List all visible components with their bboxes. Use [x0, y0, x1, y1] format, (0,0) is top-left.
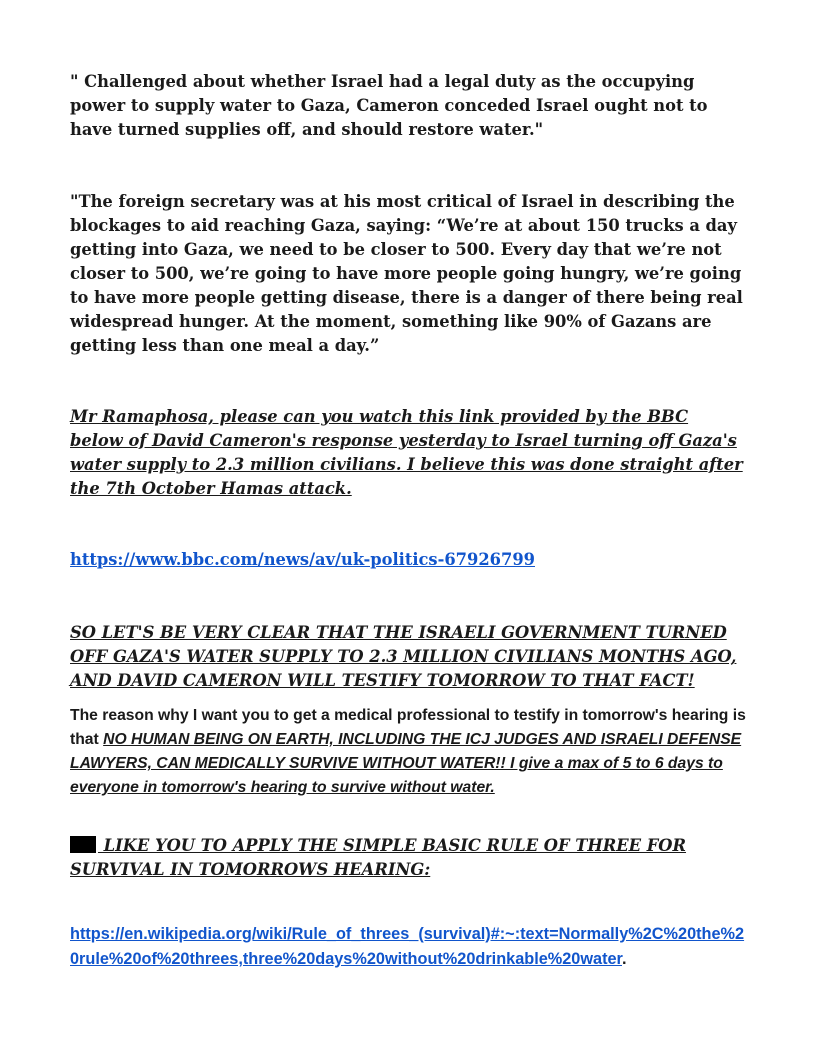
quote-water-duty: " Challenged about whether Israel had a legal duty as the occupying power to supply water to Gaza, Cameron conceded Israel ought not to have turned supplies off, and should restore water." — [70, 72, 708, 139]
bbc-link-paragraph — [70, 548, 535, 572]
reason-paragraph — [70, 704, 746, 800]
rule-of-three-text: LIKE YOU TO APPLY THE SIMPLE BASIC RULE OF THREE FOR SURVIVAL IN TOMORROWS HEARING: — [70, 836, 687, 879]
reason-emphasis: NO HUMAN BEING ON EARTH, INCLUDING THE ICJ JUDGES AND ISRAELI DEFENSE LAWYERS, CAN MEDICALLY SURVIVE WITHOUT WATER!! I give a max of 5 to 6 days to everyone in tomorrow's hearing to survive without water. — [70, 731, 742, 796]
rule-of-three-heading — [70, 834, 746, 882]
bbc-link[interactable]: https://www.bbc.com/news/av/uk-politics-67926799 — [70, 550, 535, 569]
quote-foreign-secretary: "The foreign secretary was at his most critical of Israel in describing the blockages to aid reaching Gaza, saying: “We’re at about 150 trucks a day getting into Gaza, we need to be closer to 500. Every day that we’re not closer to 500, we’re going to have more people going hungry, we’re going to have more people getting disease, there is a danger of there being real widespread hunger. At the moment, something like 90% of Gazans are getting less than one meal a day.” — [70, 192, 743, 355]
request-paragraph: Mr Ramaphosa, please can you watch this link provided by the BBC below of David Cameron's response yesterday to Israel turning off Gaza's water supply to 2.3 million civilians. I believe this was done straight after the 7th October Hamas attack. — [70, 407, 743, 498]
redaction-block — [70, 836, 96, 853]
reason-intro: The reason why I want you to get a medical professional to testify in tomorrow's hearing is that — [70, 707, 746, 748]
wiki-link-paragraph — [70, 922, 746, 972]
wiki-link[interactable]: https://en.wikipedia.org/wiki/Rule_of_threes_(survival)#:~:text=Normally%2C%20the%20rule%20of%20threes,three%20days%20without%20drinkable%20water — [70, 925, 745, 968]
clear-statement: SO LET'S BE VERY CLEAR THAT THE ISRAELI GOVERNMENT TURNED OFF GAZA'S WATER SUPPLY TO 2.3 MILLION CIVILIANS MONTHS AGO, AND DAVID CAMERON WILL TESTIFY TOMORROW TO THAT FACT! — [70, 623, 737, 690]
wiki-trailing-period: . — [622, 950, 627, 968]
